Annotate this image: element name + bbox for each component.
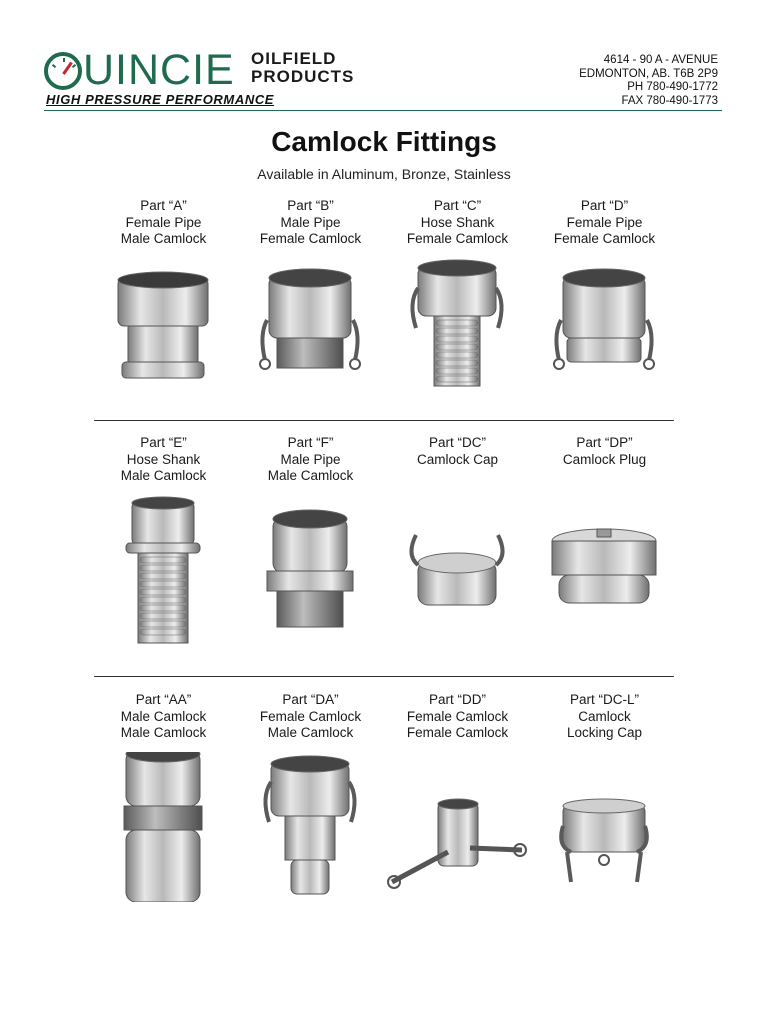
- company-address: [579, 54, 718, 108]
- part-description: Camlock Cap: [416, 451, 499, 467]
- logo-sub-products: PRODUCTS: [251, 67, 355, 86]
- fitting-item: [90, 198, 237, 438]
- fitting-label: [90, 198, 237, 248]
- part-description: Female Camlock: [406, 231, 509, 246]
- part-name: Part “D”: [580, 198, 629, 213]
- part-name: Part “DD”: [429, 692, 486, 707]
- part-name: Part “E”: [140, 435, 187, 450]
- part-name: Part “C”: [433, 198, 482, 213]
- part-description: Male Camlock: [267, 468, 354, 483]
- part-da-fitting-icon: [237, 752, 384, 902]
- part-name: Part “DC”: [429, 435, 486, 450]
- part-name: Part “DP”: [576, 435, 633, 450]
- part-description: Male Pipe: [280, 214, 341, 230]
- part-description: Camlock Plug: [562, 451, 647, 467]
- page-title: Camlock Fittings: [271, 126, 497, 157]
- page-subtitle: Available in Aluminum, Bronze, Stainless: [257, 166, 511, 182]
- part-name: Part “F”: [287, 435, 334, 450]
- part-name: Part “B”: [287, 198, 334, 213]
- part-name: Part “DC-L”: [569, 692, 639, 707]
- part-description: Female Camlock: [259, 708, 362, 724]
- pressure-gauge-icon: [44, 52, 82, 90]
- logo-subtext: [251, 50, 354, 86]
- part-dd-fitting-icon: [384, 752, 531, 902]
- part-b-fitting-icon: [237, 258, 384, 408]
- part-name: Part “AA”: [135, 692, 192, 707]
- fitting-label: [531, 435, 678, 468]
- fitting-item: [384, 198, 531, 438]
- row-divider: [94, 420, 674, 421]
- part-description: Locking Cap: [566, 725, 643, 740]
- part-a-fitting-icon: [90, 258, 237, 408]
- fitting-item: [90, 435, 237, 675]
- fitting-label: [237, 198, 384, 248]
- fitting-label: [237, 692, 384, 742]
- part-dc-l-locking-cap-icon: [531, 752, 678, 902]
- logo-word-text: UINCIE: [83, 46, 235, 94]
- fitting-label: [531, 198, 678, 248]
- part-dc-cap-icon: [384, 495, 531, 645]
- fitting-label: [384, 435, 531, 468]
- part-description: Male Camlock: [120, 725, 207, 740]
- fittings-row: [90, 435, 678, 675]
- fitting-item: [384, 435, 531, 675]
- fitting-label: [237, 435, 384, 485]
- company-logo: [44, 44, 354, 110]
- header-rule: [44, 110, 722, 111]
- part-description: Male Camlock: [120, 468, 207, 483]
- part-description: Female Camlock: [406, 708, 509, 724]
- part-f-fitting-icon: [237, 495, 384, 645]
- fitting-item: [384, 692, 531, 932]
- part-description: Male Pipe: [280, 451, 341, 467]
- part-e-fitting-icon: [90, 495, 237, 645]
- part-description: Male Camlock: [120, 708, 207, 724]
- fitting-item: [237, 198, 384, 438]
- address-line: 4614 - 90 A - AVENUE: [603, 54, 718, 66]
- fax-line: FAX 780-490-1773: [621, 94, 718, 107]
- part-description: Camlock: [578, 708, 631, 724]
- part-description: Male Camlock: [267, 725, 354, 740]
- fitting-label: [531, 692, 678, 742]
- fitting-item: [90, 692, 237, 932]
- part-description: Male Camlock: [120, 231, 207, 246]
- header: [0, 0, 768, 120]
- tagline: HIGH PRESSURE PERFORMANCE: [46, 92, 275, 107]
- fitting-label: [90, 435, 237, 485]
- part-description: Hose Shank: [126, 451, 201, 467]
- phone-line: PH 780-490-1772: [627, 81, 718, 93]
- fittings-row: [90, 198, 678, 438]
- part-description: Female Camlock: [553, 231, 656, 246]
- fitting-label: [384, 198, 531, 248]
- part-description: Female Pipe: [125, 214, 202, 230]
- part-description: Female Camlock: [259, 231, 362, 246]
- part-name: Part “A”: [140, 198, 187, 213]
- address-line: EDMONTON, AB. T6B 2P9: [579, 67, 718, 80]
- part-description: Female Camlock: [406, 725, 509, 740]
- part-description: Female Pipe: [566, 214, 643, 230]
- fitting-label: [90, 692, 237, 742]
- part-c-fitting-icon: [384, 258, 531, 408]
- fitting-label: [384, 692, 531, 742]
- part-dp-plug-icon: [531, 495, 678, 645]
- fitting-item: [237, 692, 384, 932]
- row-divider: [94, 676, 674, 677]
- fittings-row: [90, 692, 678, 932]
- logo-wordmark: [44, 44, 235, 96]
- part-d-fitting-icon: [531, 258, 678, 408]
- part-description: Hose Shank: [420, 214, 495, 230]
- fitting-item: [237, 435, 384, 675]
- fitting-item: [531, 198, 678, 438]
- logo-sub-oilfield: OILFIELD: [251, 49, 337, 68]
- fitting-item: [531, 692, 678, 932]
- part-aa-fitting-icon: [90, 752, 237, 902]
- fitting-item: [531, 435, 678, 675]
- part-name: Part “DA”: [282, 692, 339, 707]
